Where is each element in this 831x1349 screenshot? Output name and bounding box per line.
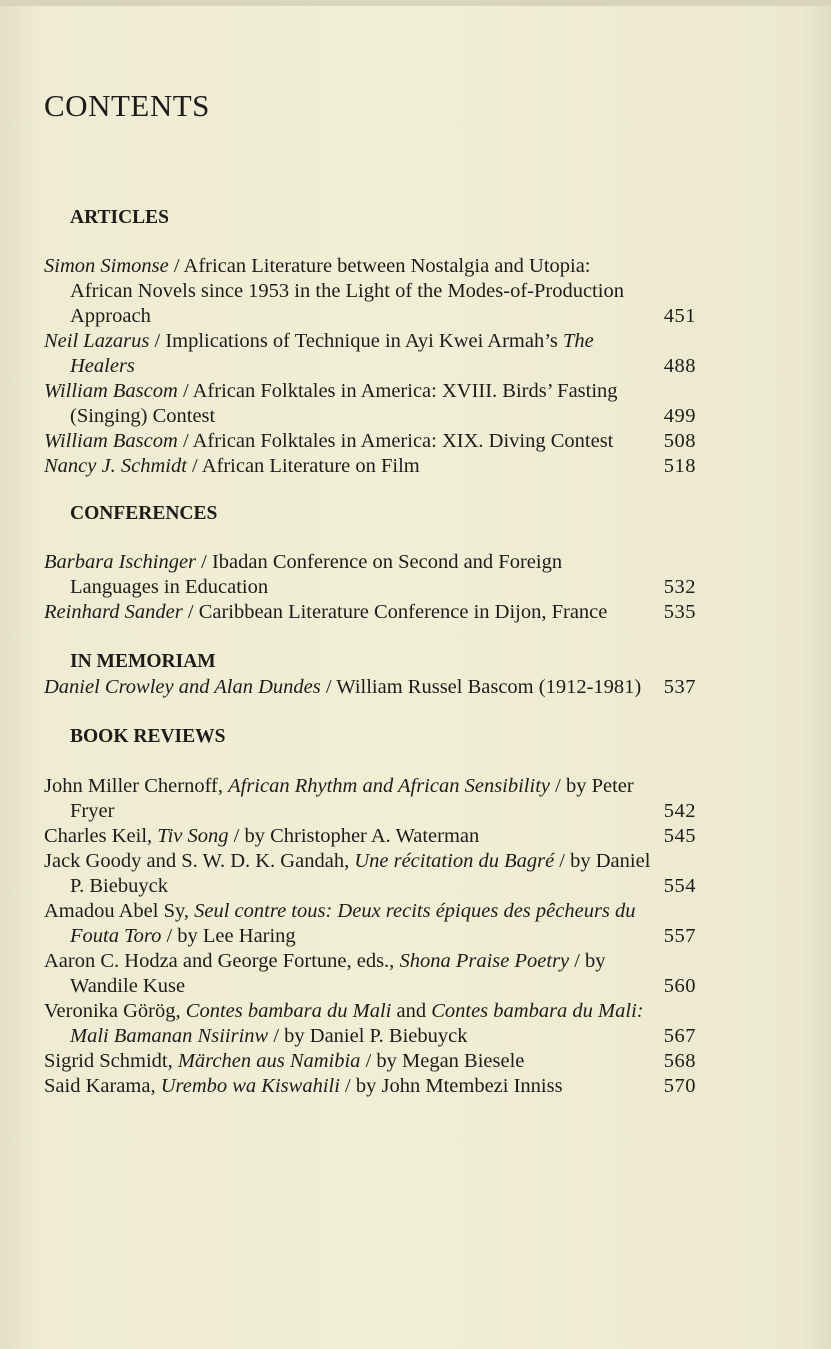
entry-text xyxy=(44,329,652,379)
entry-title: / African Folktales in America: XIX. Diving Contest xyxy=(177,430,614,452)
entry-page-number: 567 xyxy=(663,1025,696,1047)
entry-text xyxy=(44,849,652,899)
entry-title: / African Folktales in America: XVIII. Birds’ Fasting (Singing) Contest xyxy=(70,380,618,427)
entry-page-number: 508 xyxy=(663,430,696,452)
entry-book-title: Seul contre tous: Deux recits épiques des pêcheurs du Fouta Toro xyxy=(70,900,636,947)
entry-page-number: 554 xyxy=(663,875,696,897)
toc-entry xyxy=(44,899,696,949)
entry-page-number: 532 xyxy=(663,576,696,598)
entry-title: / William Russel Bascom (1912-1981) xyxy=(320,676,642,698)
entry-lead: Said Karama, xyxy=(44,1075,161,1097)
entry-author: Neil Lazarus xyxy=(44,330,150,352)
entry-reviewer: / by John Mtembezi Inniss xyxy=(339,1075,563,1097)
entry-author: William Bascom xyxy=(44,430,178,452)
section-heading-book-reviews: BOOK REVIEWS xyxy=(70,726,226,747)
entry-page-number: 560 xyxy=(663,975,696,997)
entry-text xyxy=(44,550,652,600)
entry-book-title: Tiv Song xyxy=(157,825,229,847)
entry-page-number: 557 xyxy=(663,925,696,947)
entry-page-number: 568 xyxy=(663,1050,696,1072)
toc-entry xyxy=(44,824,696,849)
entry-book-title: Une récitation du Bagré xyxy=(354,850,555,872)
entry-page-number: 535 xyxy=(663,601,696,623)
entry-text xyxy=(44,1049,652,1074)
entry-page-number: 499 xyxy=(663,405,696,427)
toc-entry xyxy=(44,675,696,700)
entry-text xyxy=(44,824,652,849)
book-reviews-list xyxy=(44,774,696,1099)
entry-title: / Caribbean Literature Conference in Dijon, France xyxy=(182,601,608,623)
toc-entry xyxy=(44,774,696,824)
entry-lead: Amadou Abel Sy, xyxy=(44,900,195,922)
toc-entry xyxy=(44,429,696,454)
entry-lead: Veronika Görög, xyxy=(44,1000,186,1022)
entry-book-title: Märchen aus Namibia xyxy=(177,1050,361,1072)
entry-page-number: 570 xyxy=(663,1075,696,1097)
entry-text xyxy=(44,675,652,700)
entry-author: Simon Simonse xyxy=(44,255,169,277)
entry-page-number: 518 xyxy=(663,455,696,477)
toc-entry xyxy=(44,1049,696,1074)
toc-entry xyxy=(44,849,696,899)
entry-author: Nancy J. Schmidt xyxy=(44,455,187,477)
entry-text xyxy=(44,999,652,1049)
section-heading-articles: ARTICLES xyxy=(70,207,170,228)
entry-page-number: 542 xyxy=(663,800,696,822)
entry-author: Barbara Ischinger xyxy=(44,551,197,573)
entry-title: / African Literature on Film xyxy=(186,455,420,477)
entry-reviewer: / by Lee Haring xyxy=(161,925,296,947)
toc-entry xyxy=(44,454,696,479)
entry-reviewer: / by Daniel P. Biebuyck xyxy=(70,850,651,897)
entry-book-title: African Rhythm and African Sensibility xyxy=(228,775,550,797)
entry-lead: Aaron C. Hodza and George Fortune, eds., xyxy=(44,950,400,972)
entry-conjunction: and xyxy=(391,1000,432,1022)
page-top-edge xyxy=(0,0,831,6)
entry-page-number: 488 xyxy=(663,355,696,377)
entry-reviewer: / by Peter Fryer xyxy=(70,775,634,822)
entry-book-title: Urembo wa Kiswahili xyxy=(160,1075,340,1097)
entry-reviewer: / by Megan Biesele xyxy=(360,1050,525,1072)
entry-title: / Implications of Technique in Ayi Kwei Armah’s xyxy=(149,330,564,352)
entry-text xyxy=(44,254,652,329)
entry-page-number: 451 xyxy=(663,305,696,327)
entry-title: / Ibadan Conference on Second and Foreign Languages in Education xyxy=(70,551,563,598)
entry-reviewer: / by Wandile Kuse xyxy=(70,950,606,997)
entry-text xyxy=(44,379,652,429)
memoriam-list xyxy=(44,675,696,700)
entry-text xyxy=(44,949,652,999)
entry-author: William Bascom xyxy=(44,380,178,402)
entry-text xyxy=(44,429,652,454)
page-title: CONTENTS xyxy=(44,88,210,123)
entry-book-title: Shona Praise Poetry xyxy=(399,950,570,972)
entry-text xyxy=(44,600,652,625)
entry-reviewer: / by Christopher A. Waterman xyxy=(228,825,480,847)
toc-entry xyxy=(44,999,696,1049)
entry-book-title: Contes bambara du Mali xyxy=(185,1000,392,1022)
entry-page-number: 537 xyxy=(663,676,696,698)
entry-lead: John Miller Chernoff, xyxy=(44,775,229,797)
entry-author: Reinhard Sander xyxy=(44,601,183,623)
entry-lead: Sigrid Schmidt, xyxy=(44,1050,178,1072)
entry-lead: Jack Goody and S. W. D. K. Gandah, xyxy=(44,850,355,872)
toc-entry xyxy=(44,949,696,999)
toc-entry xyxy=(44,329,696,379)
conferences-list xyxy=(44,550,696,625)
entry-page-number: 545 xyxy=(663,825,696,847)
contents-body xyxy=(44,88,696,1099)
entry-reviewer: / by Daniel P. Biebuyck xyxy=(268,1025,468,1047)
entry-author: Daniel Crowley and Alan Dundes xyxy=(44,676,321,698)
section-heading-conferences: CONFERENCES xyxy=(70,503,218,524)
toc-entry xyxy=(44,550,696,600)
section-heading-in-memoriam: IN MEMORIAM xyxy=(70,651,216,672)
entry-text xyxy=(44,899,652,949)
toc-entry xyxy=(44,1074,696,1099)
entry-title: / African Literature between Nostalgia and Utopia: African Novels since 1953 in the Light of the Modes-of-Production Approach xyxy=(70,255,624,327)
entry-text xyxy=(44,774,652,824)
entry-text xyxy=(44,1074,652,1099)
toc-entry xyxy=(44,379,696,429)
entry-book-title-2: Contes bambara du Mali: Mali Bamanan Nsiirinw xyxy=(70,1000,644,1047)
articles-list xyxy=(44,254,696,479)
entry-text xyxy=(44,454,652,479)
entry-title-italic: The Healers xyxy=(70,330,594,377)
toc-entry xyxy=(44,254,696,329)
entry-lead: Charles Keil, xyxy=(44,825,158,847)
toc-entry xyxy=(44,600,696,625)
